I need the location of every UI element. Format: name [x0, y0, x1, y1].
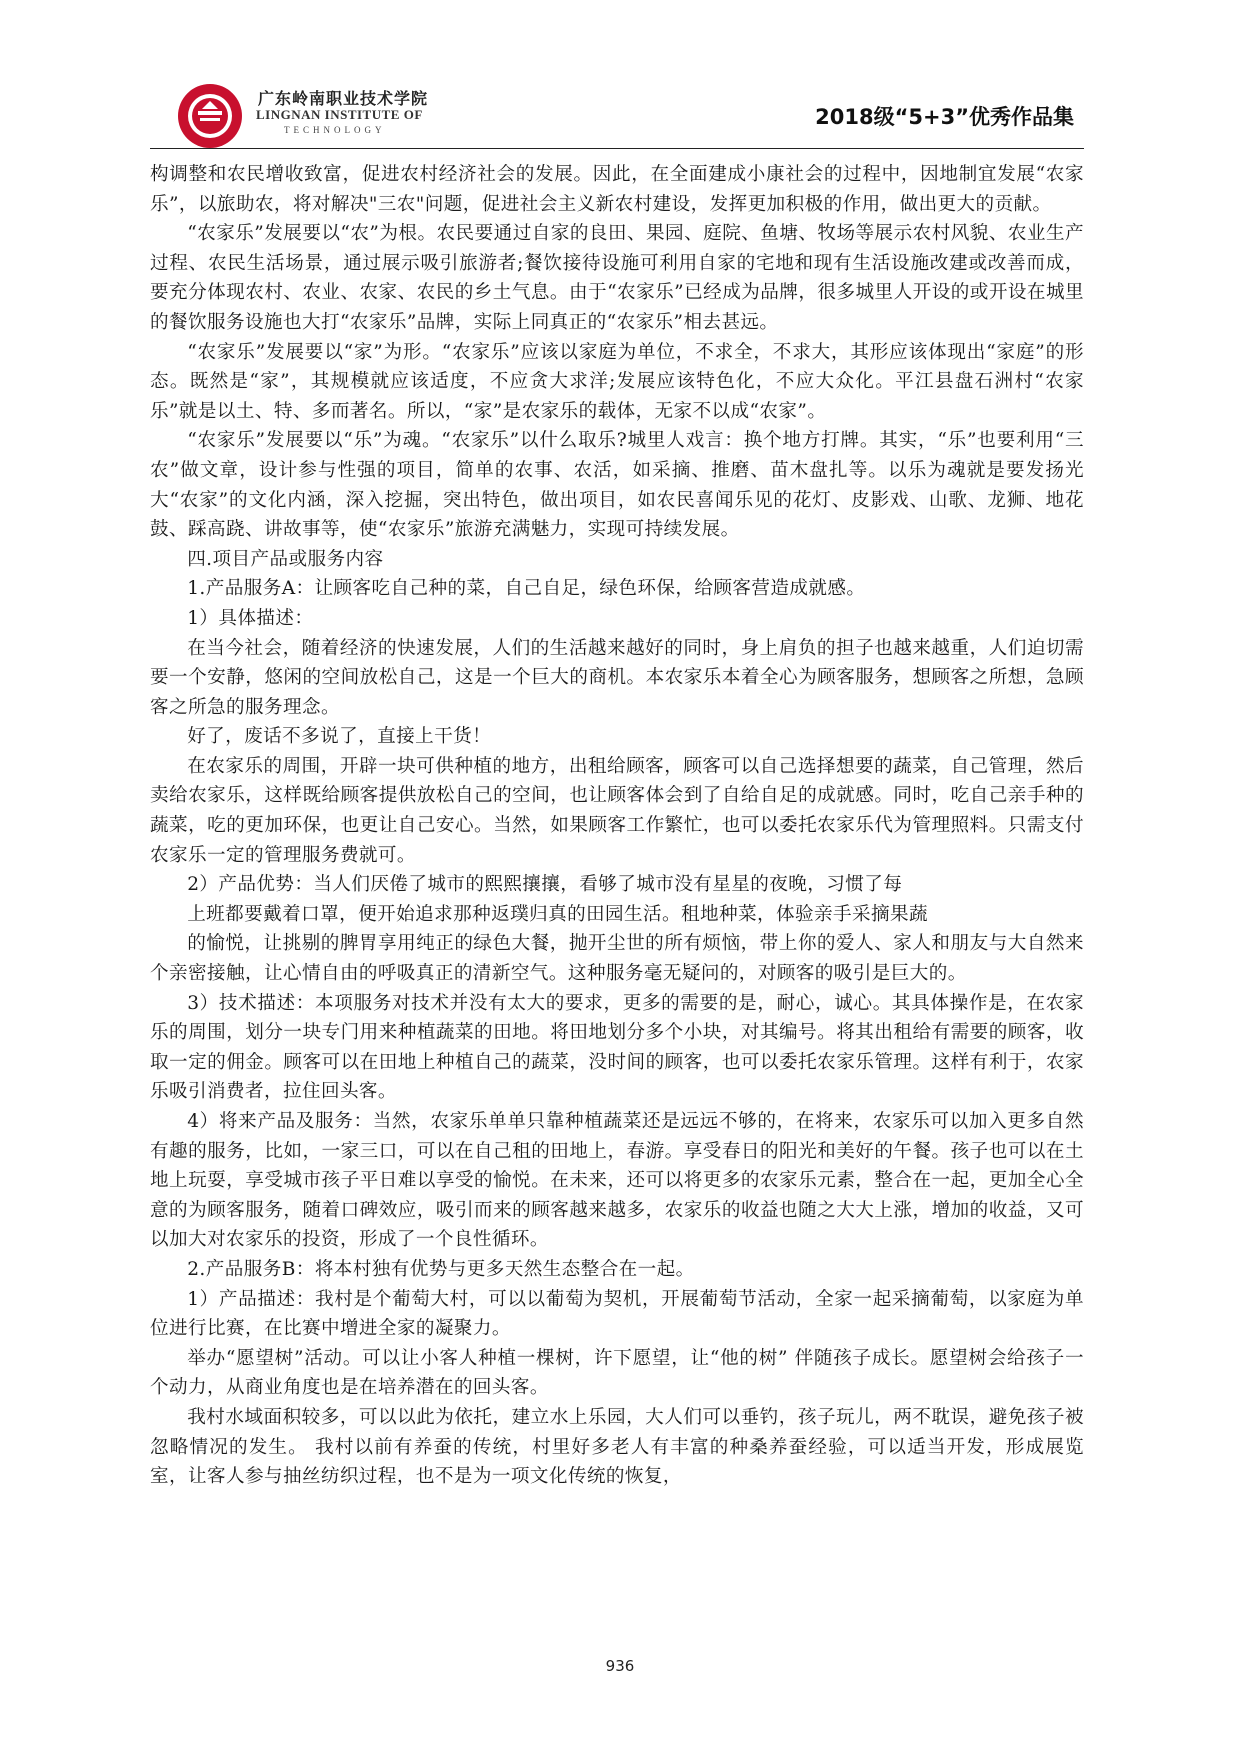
item-heading: 1）具体描述： [187, 607, 314, 629]
collection-title: 2018级“5+3”优秀作品集 [815, 105, 1074, 129]
paragraph: 上班都要戴着口罩，便开始追求那种返璞归真的田园生活。租地种菜，体验亲手采摘果蔬 [187, 903, 928, 925]
subsection-heading: 2.产品服务B：将本村独有优势与更多天然生态整合在一起。 [187, 1258, 695, 1280]
page-number: 936 [605, 1657, 635, 1675]
paragraph: 举办“愿望树”活动。可以让小客人种植一棵树，许下愿望，让“他的树” 伴随孩子成长。愿望树会给孩子一个动力，从商业角度也是在培养潜在的回头客。 [150, 1347, 1084, 1399]
page-header [0, 0, 1240, 150]
paragraph: 4）将来产品及服务：当然，农家乐单单只靠种植蔬菜还是远远不够的，在将来，农家乐可以加入更多自然有趣的服务，比如，一家三口，可以在自己租的田地上，春游。享受春日的阳光和美好的午餐。孩子也可以在土地上玩耍，享受城市孩子平日难以享受的愉悦。在未来，还可以将更多的农家乐元素，整合在一起，更加全心全意的为顾客服务，随着口碑效应，吸引而来的顾客越来越多，农家乐的收益也随之大大上涨，增加的收益，又可以加大对农家乐的投资，形成了一个良性循环。 [150, 1111, 1084, 1251]
school-name-en: LINGNAN INSTITUTE OF [256, 107, 423, 122]
paragraph: 3）技术描述：本项服务对技术并没有太大的要求，更多的需要的是，耐心，诚心。其具体操作是，在农家乐的周围，划分一块专门用来种植蔬菜的田地。将田地划分多个小块，对其编号。将其出租给有需要的顾客，收取一定的佣金。顾客可以在田地上种植自己的蔬菜，没时间的顾客，也可以委托农家乐管理。这样有利于，农家乐吸引消费者，拉住回头客。 [150, 992, 1084, 1103]
paragraph: 的愉悦，让挑剔的脾胃享用纯正的绿色大餐，抛开尘世的所有烦恼，带上你的爱人、家人和朋友与大自然来个亲密接触，让心情自由的呼吸真正的清新空气。这种服务毫无疑问的，对顾客的吸引是巨大的。 [150, 933, 1084, 985]
paragraph: 我村水域面积较多，可以以此为依托，建立水上乐园，大人们可以垂钓，孩子玩儿，两不耽误，避免孩子被忽略情况的发生。 我村以前有养蚕的传统，村里好多老人有丰富的种桑养蚕经验，可以适当开发，形成展览室，让客人参与抽丝纺织过程，也不是为一项文化传统的恢复， [150, 1406, 1084, 1488]
school-name-en-sub: TECHNOLOGY [284, 125, 386, 135]
paragraph: “农家乐”发展要以“农”为根。农民要通过自家的良田、果园、庭院、鱼塘、牧场等展示农村风貌、农业生产过程、农民生活场景，通过展示吸引旅游者;餐饮接待设施可利用自家的宅地和现有生活设施改建或改善而成，要充分体现农村、农业、农家、农民的乡土气息。由于“农家乐”已经成为品牌，很多城里人开设的或开设在城里的餐饮服务设施也大打“农家乐”品牌，实际上同真正的“农家乐”相去甚远。 [150, 223, 1084, 333]
body-text [150, 160, 1084, 1492]
subsection-heading: 1.产品服务A：让顾客吃自己种的菜，自己自足，绿色环保，给顾客营造成就感。 [187, 578, 866, 600]
header-rule [150, 148, 1084, 149]
paragraph: “农家乐”发展要以“家”为形。“农家乐”应该以家庭为单位，不求全，不求大，其形应该体现出“家庭”的形态。既然是“家”，其规模就应该适度，不应贪大求洋;发展应该特色化，不应大众化。平江县盘石洲村“农家乐”就是以土、特、多而著名。所以，“家”是农家乐的载体，无家不以成“农家”。 [150, 341, 1084, 422]
paragraph: 在农家乐的周围，开辟一块可供种植的地方，出租给顾客，顾客可以自己选择想要的蔬菜，自己管理，然后卖给农家乐，这样既给顾客提供放松自己的空间，也让顾客体会到了自给自足的成就感。同时，吃自己亲手种的蔬菜，吃的更加环保，也更让自己安心。当然，如果顾客工作繁忙，也可以委托农家乐代为管理照料。只需支付农家乐一定的管理服务费就可。 [150, 755, 1084, 866]
school-logo-icon [176, 82, 244, 150]
paragraph: 好了，废话不多说了，直接上干货！ [187, 726, 492, 748]
school-name-cn: 广东岭南职业技术学院 [258, 89, 429, 108]
paragraph: “农家乐”发展要以“乐”为魂。“农家乐”以什么取乐?城里人戏言：换个地方打牌。其实，“乐”也要利用“三农”做文章，设计参与性强的项目，简单的农事、农活，如采摘、推磨、苗木盘扎等。以乐为魂就是要发扬光大“农家”的文化内涵，深入挖掘，突出特色，做出项目，如农民喜闻乐见的花灯、皮影戏、山歌、龙狮、地花鼓、踩高跷、讲故事等，使“农家乐”旅游充满魅力，实现可持续发展。 [150, 430, 1084, 541]
section-heading: 四.项目产品或服务内容 [187, 548, 384, 570]
paragraph: 构调整和农民增收致富，促进农村经济社会的发展。因此，在全面建成小康社会的过程中，因地制宜发展“农家乐”，以旅助农，将对解决"三农"问题，促进社会主义新农村建设，发挥更加积极的作用，做出更大的贡献。 [150, 164, 1084, 215]
paragraph: 2）产品优势：当人们厌倦了城市的熙熙攘攘，看够了城市没有星星的夜晚，习惯了每 [187, 874, 903, 896]
paragraph: 在当今社会，随着经济的快速发展，人们的生活越来越好的同时，身上肩负的担子也越来越重，人们迫切需要一个安静，悠闲的空间放松自己，这是一个巨大的商机。本农家乐本着全心为顾客服务，想顾客之所想，急顾客之所急的服务理念。 [150, 637, 1084, 718]
paragraph: 1）产品描述：我村是个葡萄大村，可以以葡萄为契机，开展葡萄节活动，全家一起采摘葡萄，以家庭为单位进行比赛，在比赛中增进全家的凝聚力。 [150, 1288, 1084, 1340]
